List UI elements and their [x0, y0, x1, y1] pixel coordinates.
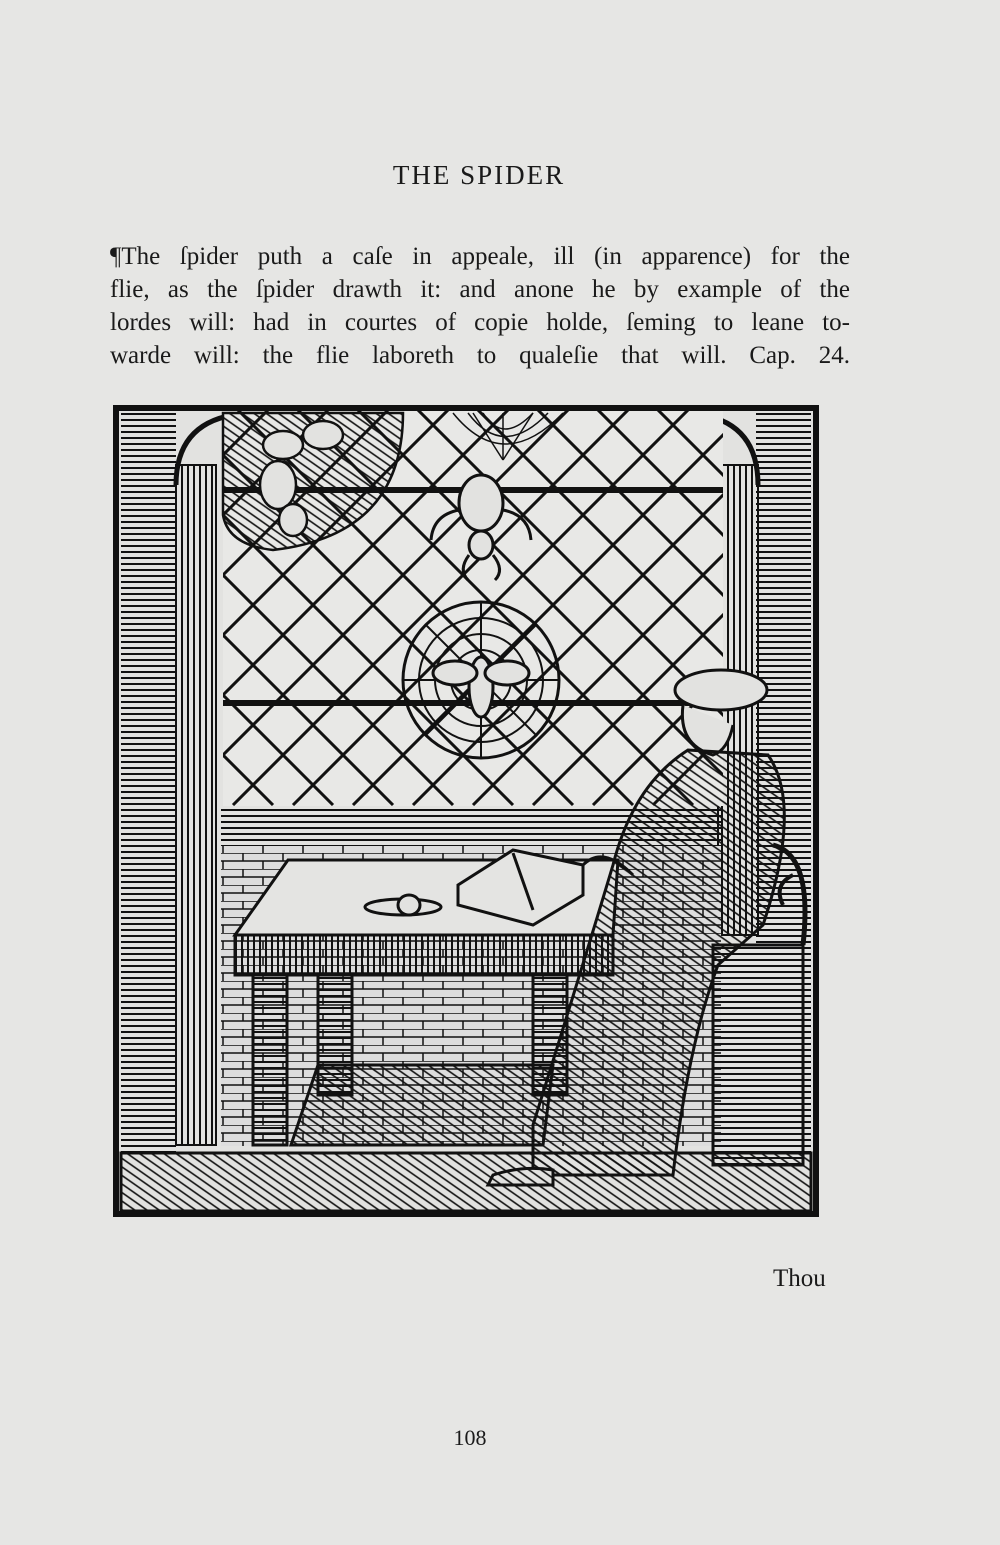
catchword: Thou [773, 1265, 826, 1292]
woodcut-illustration [113, 405, 819, 1217]
paragraph-line-4: warde will: the flie laboreth to qualeſie that will. Cap. 24. [110, 342, 850, 369]
chapter-paragraph [110, 240, 850, 372]
page-number: 108 [453, 1425, 487, 1450]
paragraph-line-1: ¶The ſpider puth a caſe in appeale, ill (in apparence) for the [110, 243, 850, 270]
paragraph-line-3: lordes will: had in courtes of copie holde, ſeming to leane to- [110, 309, 850, 336]
page-title: THE SPIDER [392, 160, 566, 190]
web-with-fly [403, 602, 559, 758]
paragraph-line-2: flie, as the ſpider drawth it: and anone he by example of the [110, 276, 850, 303]
